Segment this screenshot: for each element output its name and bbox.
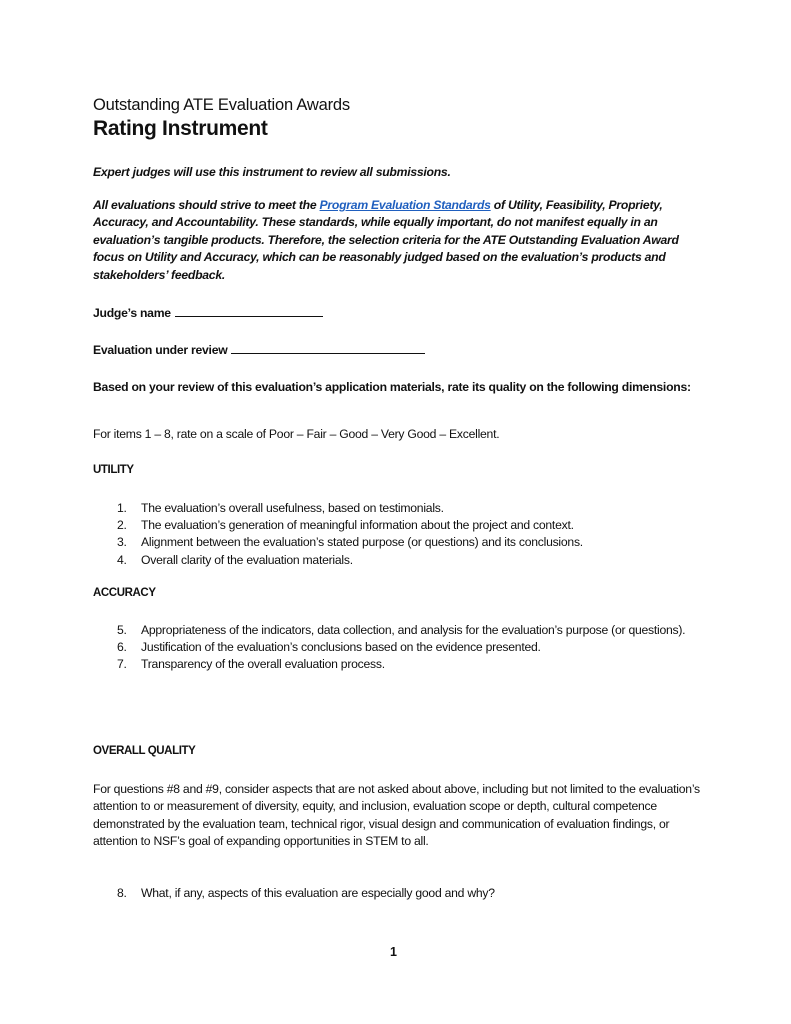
- list-item: 4. Overall clarity of the evaluation materials.: [117, 552, 353, 567]
- evaluation-under-review-blank[interactable]: [231, 341, 425, 354]
- rating-instruction: Based on your review of this evaluation’s application materials, rate its quality on the following dimensions:: [93, 380, 691, 394]
- document-title: Rating Instrument: [93, 117, 268, 140]
- list-item: 3. Alignment between the evaluation’s stated purpose (or questions) and its conclusions.: [117, 535, 583, 550]
- accuracy-heading: ACCURACY: [93, 587, 156, 599]
- list-item: 7. Transparency of the overall evaluation process.: [117, 657, 385, 672]
- judge-name-field: [93, 304, 323, 322]
- judge-name-label: Judge’s name: [93, 306, 171, 320]
- accuracy-items-list: [93, 622, 713, 674]
- overall-quality-paragraph: For questions #8 and #9, consider aspects that are not asked about above, including but not limited to the evaluation’s attention to or measurement of diversity, equity, and inclusion, evaluation scope or depth, cultural competence demonstrated by the evaluation team, technical rigor, visual design and communication of evaluation findings, or attention to NSF’s goal of expanding opportunities in STEM to all.: [93, 782, 700, 849]
- list-item: 1. The evaluation’s overall usefulness, based on testimonials.: [117, 501, 444, 515]
- list-item: 5. Appropriateness of the indicators, data collection, and analysis for the evaluation’s purpose (or questions).: [117, 623, 686, 637]
- document-subtitle: Outstanding ATE Evaluation Awards: [93, 96, 350, 114]
- list-item: 6. Justification of the evaluation’s conclusions based on the evidence presented.: [117, 640, 541, 655]
- evaluation-under-review-label: Evaluation under review: [93, 343, 228, 357]
- utility-items-list: [93, 500, 713, 569]
- intro-line: Expert judges will use this instrument to review all submissions.: [93, 165, 451, 179]
- intro-text-after-link: of Utility, Feasibility, Propriety, Accuracy, and Accountability. These standards, while equally important, do not manifest equally in an evaluation’s tangible products. Therefore, the selection criteria for the ATE Outstanding Evaluation Award focus on Utility and Accuracy, which can be reasonably judged based on the evaluation’s products and stakeholders’ feedback.: [93, 198, 679, 282]
- page-number: 1: [390, 945, 397, 959]
- list-item: 2. The evaluation’s generation of meaningful information about the project and context.: [117, 518, 574, 533]
- overall-quality-heading: OVERALL QUALITY: [93, 745, 196, 757]
- utility-heading: UTILITY: [93, 464, 134, 476]
- rating-scale-note: For items 1 – 8, rate on a scale of Poor – Fair – Good – Very Good – Excellent.: [93, 427, 500, 441]
- overall-items-list: [93, 885, 713, 902]
- intro-text-before-link: All evaluations should strive to meet the: [93, 198, 320, 212]
- intro-paragraph: [93, 197, 713, 284]
- judge-name-blank[interactable]: [175, 304, 323, 317]
- evaluation-under-review-field: [93, 341, 425, 359]
- program-evaluation-standards-link[interactable]: Program Evaluation Standards: [319, 198, 491, 212]
- list-item: 8. What, if any, aspects of this evaluation are especially good and why?: [117, 886, 495, 900]
